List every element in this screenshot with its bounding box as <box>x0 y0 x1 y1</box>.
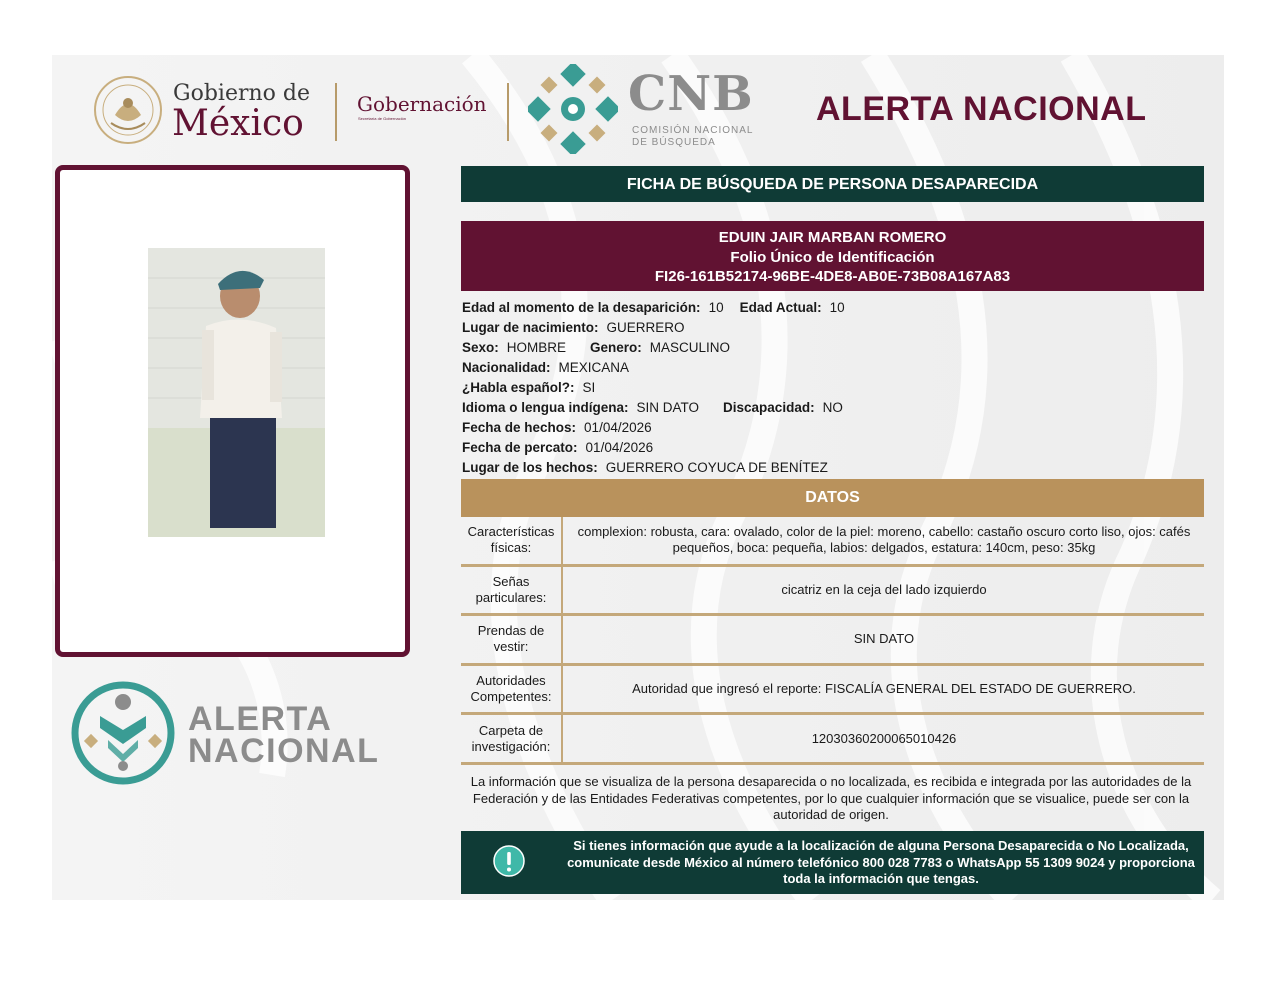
row-value: Autoridad que ingresó el reporte: FISCALÍA GENERAL DEL ESTADO DE GUERRERO. <box>632 681 1136 697</box>
row-label: Prendas de vestir: <box>461 616 563 663</box>
row-label: Señas particulares: <box>461 567 563 614</box>
info-row-nacionalidad <box>462 358 845 378</box>
ficha-banner: FICHA DE BÚSQUEDA DE PERSONA DESAPARECIDA <box>461 166 1204 202</box>
mexico-seal-icon <box>93 75 163 145</box>
sexo-label: Sexo: <box>462 340 499 355</box>
row-label: Carpeta de investigación: <box>461 715 563 762</box>
cnb-subtitle-line1: COMISIÓN NACIONAL <box>632 125 754 136</box>
fecha-hechos-label: Fecha de hechos: <box>462 420 577 435</box>
idioma-label: Idioma o lengua indígena: <box>462 400 629 415</box>
nacionalidad-value: MEXICANA <box>558 360 630 375</box>
row-value: cicatriz en la ceja del lado izquierdo <box>781 581 987 597</box>
alerta-nacional-title: ALERTA NACIONAL <box>816 90 1147 128</box>
row-value: complexion: robusta, cara: ovalado, color de la piel: moreno, cabello: castaño oscuro corto liso, ojos: cafés pequeños, boca: pequeña, labios: delgados, estatura: 140cm, peso: 35kg <box>577 524 1191 556</box>
datos-header: DATOS <box>461 479 1204 517</box>
missing-person-photo <box>148 248 325 537</box>
row-value: 12030360200065010426 <box>811 730 957 746</box>
info-row-idioma <box>462 398 845 418</box>
fecha-percato-label: Fecha de percato: <box>462 440 578 455</box>
contact-banner <box>461 831 1204 894</box>
fecha-percato-value: 01/04/2026 <box>585 440 654 455</box>
cnb-wordmark: CNB <box>628 66 754 122</box>
idioma-value: SIN DATO <box>636 400 700 415</box>
info-row-fecha-hechos <box>462 418 845 438</box>
alerta-wordmark-line2: NACIONAL <box>188 732 380 770</box>
info-row-edad <box>462 298 845 318</box>
lugar-hechos-label: Lugar de los hechos: <box>462 460 598 475</box>
info-row-habla <box>462 378 845 398</box>
table-row <box>461 715 1204 765</box>
edad-desap-value: 10 <box>708 300 724 315</box>
habla-value: SI <box>582 380 596 395</box>
table-row <box>461 517 1204 567</box>
gobernacion-subtitle: Secretaría de Gobernación <box>358 116 407 121</box>
info-row-sexo <box>462 338 845 358</box>
habla-label: ¿Habla español?: <box>462 380 575 395</box>
alerta-nacional-logo-icon <box>70 680 176 786</box>
sexo-value: HOMBRE <box>506 340 567 355</box>
person-info <box>462 298 845 478</box>
gobernacion-logo-text: Gobernación <box>357 92 487 116</box>
person-name-box <box>461 221 1204 291</box>
fecha-hechos-value: 01/04/2026 <box>584 420 652 435</box>
table-row <box>461 616 1204 666</box>
person-name: EDUIN JAIR MARBAN ROMERO <box>718 229 947 246</box>
row-value: SIN DATO <box>853 631 915 647</box>
gobierno-line2: México <box>172 103 304 144</box>
header-divider <box>507 83 509 141</box>
genero-value: MASCULINO <box>649 340 731 355</box>
contact-text: Si tienes información que ayude a la localización de alguna Persona Desaparecida o No Localizada, comunicate desde México al número telefónico 800 028 7783 o WhatsApp 55 1309 9024 y proporciona toda la información que tengas. <box>567 838 1195 886</box>
lugar-nac-label: Lugar de nacimiento: <box>462 320 599 335</box>
row-label: Autoridades Competentes: <box>461 666 563 713</box>
table-row <box>461 567 1204 617</box>
nacionalidad-label: Nacionalidad: <box>462 360 551 375</box>
discapacidad-label: Discapacidad: <box>723 400 815 415</box>
cnb-logo-icon <box>528 64 618 154</box>
gobierno-mexico-logo <box>93 75 338 147</box>
info-row-lugar-hechos <box>462 458 845 478</box>
edad-actual-label: Edad Actual: <box>739 300 822 315</box>
cnb-subtitle-line2: DE BÚSQUEDA <box>632 137 716 148</box>
exclamation-icon <box>493 845 525 877</box>
datos-table <box>461 517 1204 765</box>
gobierno-line1: Gobierno de <box>173 81 310 106</box>
disclaimer-text: La información que se visualiza de la persona desaparecida o no localizada, es recibida e integrada por las autoridades de la Federación y de las Entidades Federativas competentes, por lo que cualquier información que se visualice, puede ser con la autoridad de origen. <box>470 774 1192 822</box>
header-divider <box>335 83 337 141</box>
genero-label: Genero: <box>590 340 642 355</box>
row-label: Características físicas: <box>461 517 563 564</box>
info-row-fecha-percato <box>462 438 845 458</box>
lugar-hechos-value: GUERRERO COYUCA DE BENÍTEZ <box>605 460 828 475</box>
folio-value: FI26-161B52174-96BE-4DE8-AB0E-73B08A167A83 <box>654 268 1011 285</box>
cnb-subtitle <box>632 125 753 149</box>
edad-desap-label: Edad al momento de la desaparición: <box>462 300 701 315</box>
photo-frame <box>55 165 410 657</box>
alerta-wordmark-line1: ALERTA <box>188 700 333 738</box>
edad-actual-value: 10 <box>829 300 845 315</box>
alerta-nacional-wordmark <box>188 700 380 770</box>
info-row-lugar-nac <box>462 318 845 338</box>
table-row <box>461 666 1204 716</box>
discapacidad-value: NO <box>822 400 843 415</box>
lugar-nac-value: GUERRERO <box>606 320 685 335</box>
folio-label: Folio Único de Identificación <box>730 248 935 266</box>
